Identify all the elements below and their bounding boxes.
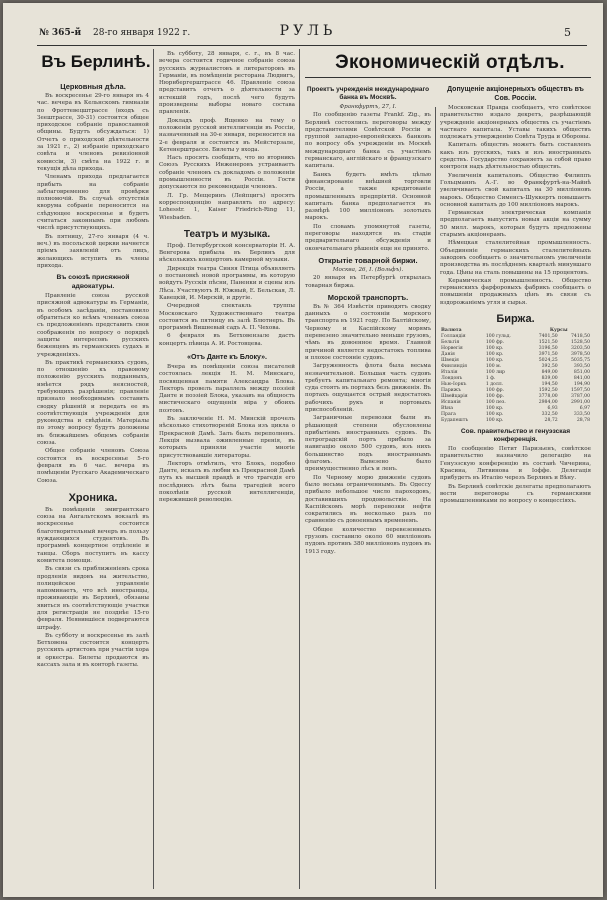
exchange-cell: 1521,50 (538, 340, 558, 346)
sea-paragraph: По Черному морю движеніе судовъ было весьма ограниченнымъ. Въ Одессу прибыло небольшое число пароходовъ, доставившихъ продовольствіе. На Каспійскомъ морѣ перевозки нефти сократились въ несколько разъ по сравненію съ довоеннымъ временемъ. (305, 474, 431, 525)
chronicle-paragraph: Въ помѣщеніи эмигрантскаго союза на Ангальтскомъ вокзалѣ въ воскресенье состоится благотворительный вечеръ въ пользу нуждающихся студентовъ. Въ программѣ концертное отдѣленіе и танцы. Сборъ поступитъ въ кассу комитета помощи. (37, 506, 149, 564)
exchange-cell: Вѣна (441, 406, 453, 412)
sea-title: Морской транспортъ. (327, 292, 409, 302)
middle-paragraph: Насъ просятъ сообщить, что во вторникъ Союзъ Русскихъ Инженеровъ устраиваетъ собраніе членовъ съ докладомъ о положеніи промышленности въ Россіи. Гости допускаются по рекомендаціи членовъ. (159, 155, 295, 191)
column-divider-2 (299, 49, 300, 889)
economic-headline-rule (305, 77, 591, 78)
bank-paragraph: По словамъ упомянутой газеты, переговоры находятся въ стадіи предварительнаго обсужденія и окончательнаго рѣшенія еще не принято. (305, 223, 431, 252)
column-berlin (37, 79, 149, 670)
theatre-paragraph: Проф. Петербургской консерваторіи Н. А. Венгерова прибыла въ Берлинъ для нѣсколькихъ концертовъ камерной музыки. (159, 242, 295, 264)
middle-paragraph: Докладъ проф. Ященко на тему о положеніи русской интеллигенціи въ Россіи, назначенный на 30-е января, переносится на 2-е февраля и состоится въ Мейстерзале, Кетенерштрассе. Билеты у входа. (159, 117, 295, 153)
sea-paragraph: Въ № 364 Извѣстія приводятъ сводку данныхъ о состояніи морского транспорта въ 1921 году. По Балтійскому, Черному и Каспійскому морямъ перевезено значительно меньше грузовъ, чѣмъ въ довоенное время. Главной причиной является недостатокъ топлива и плохое состояніе судовъ. (305, 303, 431, 361)
exchange-cell: Будапештъ (441, 418, 469, 424)
chronicle-paragraph: Въ субботу и воскресенье въ залѣ Бетховена состоится концертъ русскихъ артистовъ при участіи хора и оркестра. Билеты продаются въ кассахъ зала и въ конторѣ газеты. (37, 632, 149, 669)
exchange-cell: 849,00 (541, 370, 558, 376)
sea-paragraph: Загруженность флота была весьма незначительной. Большая часть судовъ требуетъ капитальнаго ремонта; многія суда стоятъ въ портахъ безъ движенія. Въ портахъ ощущается острый недостатокъ рабочихъ рукъ и портовыхъ приспособленій. (305, 363, 431, 413)
genoa-title: Сов. правительство и генуэзская конференція. (460, 428, 571, 444)
issue-number: № 365-й (39, 28, 82, 38)
bank-paragraph: По сообщенію газеты Frankf. Zig., въ Берлинѣ состоялись переговоры между представителями Совѣтской Россіи и группой западно-европейскихъ банковъ по вопросу объ учрежденіи въ Москвѣ международнаго банка съ участіемъ германскаго, англійскаго и французскаго капитала. (305, 112, 431, 170)
exchange-cell: Италія (441, 370, 458, 376)
union-title: Въ союзѣ присяжной адвокатуры. (56, 274, 130, 291)
exchange-cell: 841,00 (573, 376, 590, 382)
exchange-cell: 194,50 (541, 382, 558, 388)
exchange-cell: 100 фр. (485, 388, 505, 394)
exchange-cell: 3203,50 (571, 346, 590, 352)
fair-title: Открытіе товарной биржи. (318, 255, 418, 265)
exchange-header-rates: Курсы (549, 328, 568, 334)
exchange-cell: 2991,00 (571, 400, 590, 406)
exchange-cell: Прага (441, 412, 456, 418)
exchange-cell: 100 кр. (485, 418, 504, 424)
exchange-cell: 7418,50 (571, 334, 590, 340)
exchange-cell: 100 фр. (485, 394, 505, 400)
newspaper-page (3, 3, 603, 897)
exchange-cell: 2984,00 (538, 400, 558, 406)
theatre-title: Театръ и музыка. (183, 228, 271, 240)
berlin-headline: Въ Берлинѣ. (41, 52, 151, 71)
blok-paragraph: Вчера въ помѣщеніи союза писателей состоялась лекція Н. М. Минскаго, посвященная памяти Александра Блока. Лекторъ провелъ параллель между поэзіей Данте и поэзіей Блока, указавъ на общность мистическаго ощущенія міра у обоихъ поэтовъ. (159, 363, 295, 414)
exchange-cell: Парижъ (441, 388, 461, 394)
joint-stock-paragraph: Капиталъ обществъ можетъ быть составленъ какъ изъ русскихъ, такъ и изъ иностранныхъ средствъ. Государство сохраняетъ за собой право контроля надъ дѣятельностью обществъ. (440, 142, 591, 171)
exchange-cell: 851,00 (573, 370, 590, 376)
exchange-cell: 7401,50 (538, 334, 558, 340)
exchange-cell: 3971,50 (538, 352, 558, 358)
column-right (440, 83, 591, 506)
exchange-table (440, 328, 591, 424)
church-paragraph: Членамъ прихода предлагается прибыть на собраніе заблаговременно для провѣрки полномочій. Въ случаѣ отсутствія кворума собраніе переносится на слѣдующее воскресенье и будетъ считаться законнымъ при любомъ числѣ присутствующихъ. (37, 174, 149, 232)
union-paragraph: Общее собраніе членовъ Союза состоится въ воскресенье 5-го февраля въ 6 час. вечера въ помѣщеніи Русскаго Академическаго Союза. (37, 448, 149, 484)
church-paragraph: Въ воскресенье 29-го января въ 4 час. вечера въ Кельнскомъ гимназіи по Фроттевецштрассе (входъ съ Зеештрассе, 30-31) состоится общее приходское собраніе православной общины. Будутъ обсуждаться: 1) Отчетъ о приходской дѣятельности за 1921 г., 2) избраніе приходскаго совѣта и членовъ ревизіонной комиссіи, 3) смѣта на 1922 г. и текущія дѣла прихода. (37, 93, 149, 172)
blok-title: «Отъ Данте къ Блоку». (187, 353, 267, 361)
middle-signature: Л. Гр. Мещеринъ (Лейпцигъ) просятъ корреспонденцію направлять по адресу: Lohesstr. 1, Kaiser Friedrich-Ring 11, Wiesbaden. (159, 192, 295, 221)
exchange-cell: Голландія (441, 334, 466, 340)
exchange-cell: 194,90 (573, 382, 590, 388)
exchange-cell: 1 долл. (485, 382, 504, 388)
exchange-cell: 1528,50 (571, 340, 590, 346)
exchange-cell: Финляндія (441, 364, 468, 370)
economic-headline: Экономическій отдѣлъ. (335, 52, 565, 73)
exchange-cell: 100 м. (485, 364, 502, 370)
blok-paragraph: Лекторъ отмѣтилъ, что Блокъ, подобно Данте, искалъ въ любви къ Прекрасной Дамѣ путь къ высшей правдѣ и что трагедія его послѣднихъ лѣтъ была трагедіей всего поколѣнія русской интеллигенціи, пережившей революцію. (159, 460, 295, 504)
exchange-cell: Норвегія (441, 346, 463, 352)
exchange-row (440, 418, 591, 424)
joint-stock-title: Допущеніе акціонерныхъ обществъ въ Сов. Россіи. (447, 86, 584, 102)
exchange-cell: 6,93 (547, 406, 558, 412)
union-paragraph: Правленіе союза русской присяжной адвокатуры въ Германіи, въ особомъ засѣданіи, постановило обратиться ко всѣмъ членамъ союза съ предложеніемъ представить свои соображенія по вопросу о порядкѣ защиты интересовъ русскихъ беженцевъ въ германскихъ судахъ и учрежденіяхъ. (37, 293, 149, 358)
church-title: Церковныя дѣла. (60, 82, 126, 91)
exchange-cell: 100 кр. (485, 406, 504, 412)
issue-date: 28-го января 1922 г. (93, 28, 191, 38)
exchange-cell: Нью-Іоркъ (441, 382, 467, 388)
exchange-cell: 100 лир (485, 370, 505, 376)
exchange-cell: 6,97 (579, 406, 590, 412)
union-paragraph: Въ практикѣ германскихъ судовъ, по отношенію къ правовому положенію русскихъ подданныхъ, имѣется рядъ неясностей, требующихъ разрѣшенія; правленіе признало необходимымъ составить сводку рѣшеній и передать ее въ соотвѣтствующія учрежденія для руководства и свѣдѣнія. Матеріалы по этому вопросу будутъ доложены въ ближайшемъ общемъ собраніи союза. (37, 359, 149, 447)
capital-paragraph: Германская электрическая компанія предполагаетъ выпустить новыя акціи на сумму 50 милл. марокъ, которыя будутъ предложены старымъ акціонерамъ. (440, 210, 591, 239)
exchange-title: Биржа. (496, 313, 535, 326)
exchange-cell: 3778,00 (538, 394, 558, 400)
exchange-cell: Швейцарія (441, 394, 468, 400)
exchange-cell: 100 кр. (485, 352, 504, 358)
chronicle-paragraph: Въ связи съ приближеніемъ срока продленія видовъ на жительство, полицейское управленіе напоминаетъ, что всѣ иностранцы, проживающіе въ Берлинѣ, обязаны явиться въ соотвѣтствующіе участки для регистраціи не позднѣе 15-го февраля. Неявившіеся подвергаются штрафу. (37, 566, 149, 631)
exchange-cell: 839,00 (541, 376, 558, 382)
exchange-cell: 28,78 (576, 418, 590, 424)
exchange-cell: 3196,50 (538, 346, 558, 352)
church-note: Въ пятницу, 27-го января (4 ч. веч.) въ посольской церкви начнется пріемъ заявленій отъ лицъ, желающихъ вступить въ члены прихода. (37, 233, 149, 269)
bank-title: Проектъ учрежденія международнаго банка въ Москвѣ. (306, 86, 430, 101)
theatre-paragraph: Очередной спектакль труппы Московскаго Художественнаго театра состоится въ пятницу въ залѣ Блютнеръ. Въ программѣ Вишневый садъ А. П. Чехова. (159, 303, 295, 332)
exchange-cell: 28,72 (544, 418, 558, 424)
exchange-cell: Данія (441, 352, 455, 358)
genoa-paragraph: Въ Берлинѣ совѣтскіе делегаты предполагаютъ вести переговоры съ германскими промышленниками по вопросу о концессіяхъ. (440, 483, 591, 505)
exchange-cell: 5024,25 (538, 358, 558, 364)
theatre-paragraph: Дирекція театра Синяя Птица объявляетъ о постановкѣ новой программы, въ которую войдутъ Русскія пѣсни, Паненки и сцены изъ Лѣса. Участвуютъ Я. Южный, Е. Бельская, Л. Кавецкій, И. Мирскій, и другіе. (159, 265, 295, 301)
middle-paragraph: Въ субботу, 28 января, с. г., въ 8 час. вечера состоится годичное собраніе союза русскихъ журналистовъ и литераторовъ въ Германіи, въ помѣщеніи ресторана Людвигъ, Нюрнбергерштрассе 46. Правленіе союза представитъ отчетъ о дѣятельности за истекшій годъ, послѣ чего будутъ произведены выборы новаго состава правленія. (159, 51, 295, 116)
column-middle (159, 51, 295, 506)
blok-paragraph: Въ заключеніе Н. М. Минскій прочелъ нѣсколько стихотвореній Блока изъ цикла о Прекрасной Дамѣ. Залъ былъ переполненъ. Лекція вызвала оживленные пренія, въ которыхъ приняли участіе многіе присутствовавшіе литераторы. (159, 416, 295, 459)
capital-paragraph: Увеличенія капиталовъ. Общество Филиппъ Гольцманнъ А.-Г. во Франкфуртѣ-на-Майнѣ увеличиваетъ свой капиталъ на 30 милліоновъ марокъ. Общество Сименсъ-Шуккертъ повышаетъ основной капиталъ до 100 милліоновъ марокъ. (440, 172, 591, 208)
column-divider-1 (153, 49, 154, 889)
exchange-cell: 393,50 (573, 364, 590, 370)
exchange-cell: 1592,50 (538, 388, 558, 394)
exchange-cell: 332,50 (541, 412, 558, 418)
exchange-cell: 100 кр. (485, 412, 504, 418)
exchange-cell: 1597,50 (571, 388, 590, 394)
page-header (25, 23, 591, 43)
page-number: 5 (564, 26, 571, 39)
theatre-paragraph: 6 февраля въ Бетховензале дастъ концертъ пѣвица А. И. Ростовцева. (159, 333, 295, 347)
exchange-cell: Испанія (441, 400, 461, 406)
exchange-cell: 100 кр. (485, 346, 504, 352)
exchange-cell: 100 кр. (485, 358, 504, 364)
exchange-cell: Лондонъ (441, 376, 463, 382)
exchange-cell: 100 гульд. (485, 334, 511, 340)
exchange-cell: 392,50 (541, 364, 558, 370)
header-rule (37, 45, 587, 46)
exchange-cell: 100 пез. (485, 400, 506, 406)
exchange-cell: 3978,50 (571, 352, 590, 358)
chronicle-title: Хроника. (68, 491, 118, 504)
column-economic (305, 83, 431, 557)
exchange-cell: 333,50 (573, 412, 590, 418)
joint-stock-paragraph: Московская Правда сообщаетъ, что совѣтское правительство издало декретъ, разрѣшающій учрежденіе акціонерныхъ обществъ съ участіемъ частнаго капитала. Уставы такихъ обществъ подлежатъ утвержденію Совѣта Труда и Обороны. (440, 105, 591, 141)
newspaper-title: РУЛЬ (279, 23, 337, 39)
exchange-cell: 100 фр. (485, 340, 505, 346)
sea-paragraph: Заграничные перевозки были въ рѣшающей степени обусловлены прибытіемъ иностранныхъ судовъ. Въ петроградскій портъ прибыло за навигацію около 500 судовъ, изъ нихъ большинство подъ иностраннымъ флагомъ. Вывезено было преимущественно лѣсъ и ленъ. (305, 415, 431, 473)
bank-paragraph: Банкъ будетъ имѣть цѣлью финансированіе внѣшней торговли Россіи, а также кредитованіе промышленныхъ предпріятій. Основной капиталъ банка предполагается въ размѣрѣ 100 милліоновъ золотыхъ марокъ. (305, 171, 431, 222)
exchange-cell: Швеція (441, 358, 459, 364)
bank-dateline: Франкфуртъ, 27, I. (339, 104, 397, 110)
exchange-cell: 1 ф. (485, 376, 496, 382)
steel-paragraph: Керамическая промышленность. Общество германскихъ фарфоровыхъ фабрикъ сообщаетъ о повышеніи продажныхъ цѣнъ въ связи съ вздорожаніемъ угля и сырья. (440, 277, 591, 306)
exchange-cell: 5035,75 (571, 358, 590, 364)
fair-paragraph: 20 января въ Петербургѣ открылась товарная биржа. (305, 275, 431, 289)
exchange-cell: 3787,00 (571, 394, 590, 400)
column-divider-3 (435, 107, 436, 889)
genoa-paragraph: По сообщенію Петит Паризьенъ, совѣтское правительство назначило делегацію на Генуэзскую конференцію въ составѣ Чичерина, Красина, Литвинова и Іоффе. Делегація прибудетъ въ Италію черезъ Берлинъ и Вѣну. (440, 446, 591, 482)
sea-paragraph: Общее количество перевезенныхъ грузовъ составило около 60 милліоновъ пудовъ противъ 380 милліоновъ пудовъ въ 1913 году. (305, 526, 431, 555)
fair-dateline: Москва, 26, I. (Вольфъ). (332, 266, 404, 273)
exchange-cell: Бельгія (441, 340, 460, 346)
steel-paragraph: Нѣмецкая сталелитейная промышленность. Объединеніе германскихъ сталелитейныхъ заводовъ сообщаетъ о значительномъ увеличеніи производства въ послѣднемъ кварталѣ минувшаго года. Цѣны на сталь повышены на 15 процентовъ. (440, 240, 591, 276)
exchange-header-currency: Валюта (441, 328, 462, 334)
